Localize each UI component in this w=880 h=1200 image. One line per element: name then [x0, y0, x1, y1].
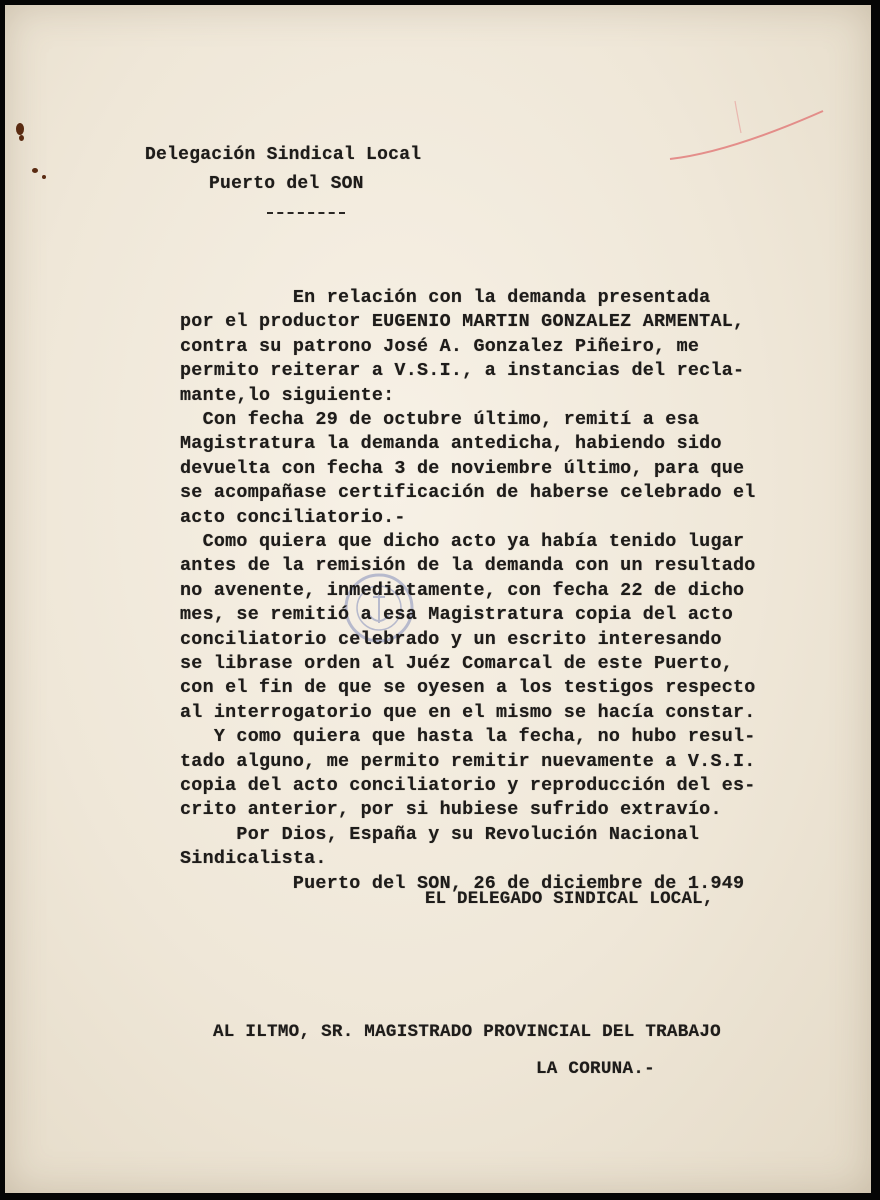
body-line: Y como quiera que hasta la fecha, no hubo resul- — [180, 726, 756, 748]
body-line: crito anterior, por si hubiese sufrido extravío. — [180, 799, 722, 821]
addressee-line-2: LA CORUNA.- — [536, 1059, 655, 1079]
body-line: Como quiera que dicho acto ya había tenido lugar — [180, 531, 745, 552]
body-line: mes, se remitió a esa Magistratura copia del acto — [180, 604, 734, 626]
header-location: Puerto del SON — [209, 174, 364, 194]
body-line: En relación con la demanda presentada — [180, 287, 711, 308]
body-line: Puerto del SON, 26 de diciembre de 1.949 — [180, 872, 745, 894]
body-line: se librase orden al Juéz Comarcal de este Puerto, — [180, 653, 734, 674]
body-line: antes de la remisión de la demanda con un resultado — [180, 555, 756, 577]
body-line: se acompañase certificación de haberse celebrado el — [180, 482, 756, 504]
document-page — [5, 5, 871, 1193]
body-line: acto conciliatorio.- — [180, 506, 406, 528]
body-line: contra su patrono José A. Gonzalez Piñeiro, me — [180, 335, 700, 357]
signature-line: EL DELEGADO SINDICAL LOCAL, — [425, 890, 714, 909]
body-line: Magistratura la demanda antedicha, habiendo sido — [180, 433, 722, 455]
ink-spot — [19, 135, 24, 141]
body-line: Sindicalista. — [180, 848, 327, 870]
body-line: al interrogatorio que en el mismo se hacía constar. — [180, 701, 756, 723]
body-line: con el fin de que se oyesen a los testigos respecto — [180, 677, 756, 699]
ink-spot — [16, 123, 24, 135]
header-divider — [267, 212, 345, 214]
body-line: mante,lo siguiente: — [180, 384, 395, 406]
body-line: Con fecha 29 de octubre último, remití a esa — [180, 409, 700, 430]
body-line: por el productor EUGENIO MARTIN GONZALEZ ARMENTAL, — [180, 311, 745, 333]
header-organization: Delegación Sindical Local — [145, 145, 422, 165]
body-line: no avenente, inmediatamente, con fecha 22 de dicho — [180, 579, 745, 601]
body-line: permito reiterar a V.S.I., a instancias del recla- — [180, 360, 745, 382]
body-line: devuelta con fecha 3 de noviembre último, para que — [180, 457, 745, 479]
body-line: conciliatorio celebrado y un escrito interesando — [180, 628, 722, 650]
body-line: tado alguno, me permito remitir nuevamente a V.S.I. — [180, 750, 756, 772]
red-pencil-mark — [665, 93, 835, 183]
body-line: copia del acto conciliatorio y reproducción del es- — [180, 775, 756, 796]
body-line: Por Dios, España y su Revolución Nacional — [180, 823, 700, 845]
addressee-line-1: AL ILTMO, SR. MAGISTRADO PROVINCIAL DEL TRABAJO — [213, 1022, 721, 1042]
ink-spot — [42, 175, 46, 179]
ink-spot — [32, 168, 38, 173]
